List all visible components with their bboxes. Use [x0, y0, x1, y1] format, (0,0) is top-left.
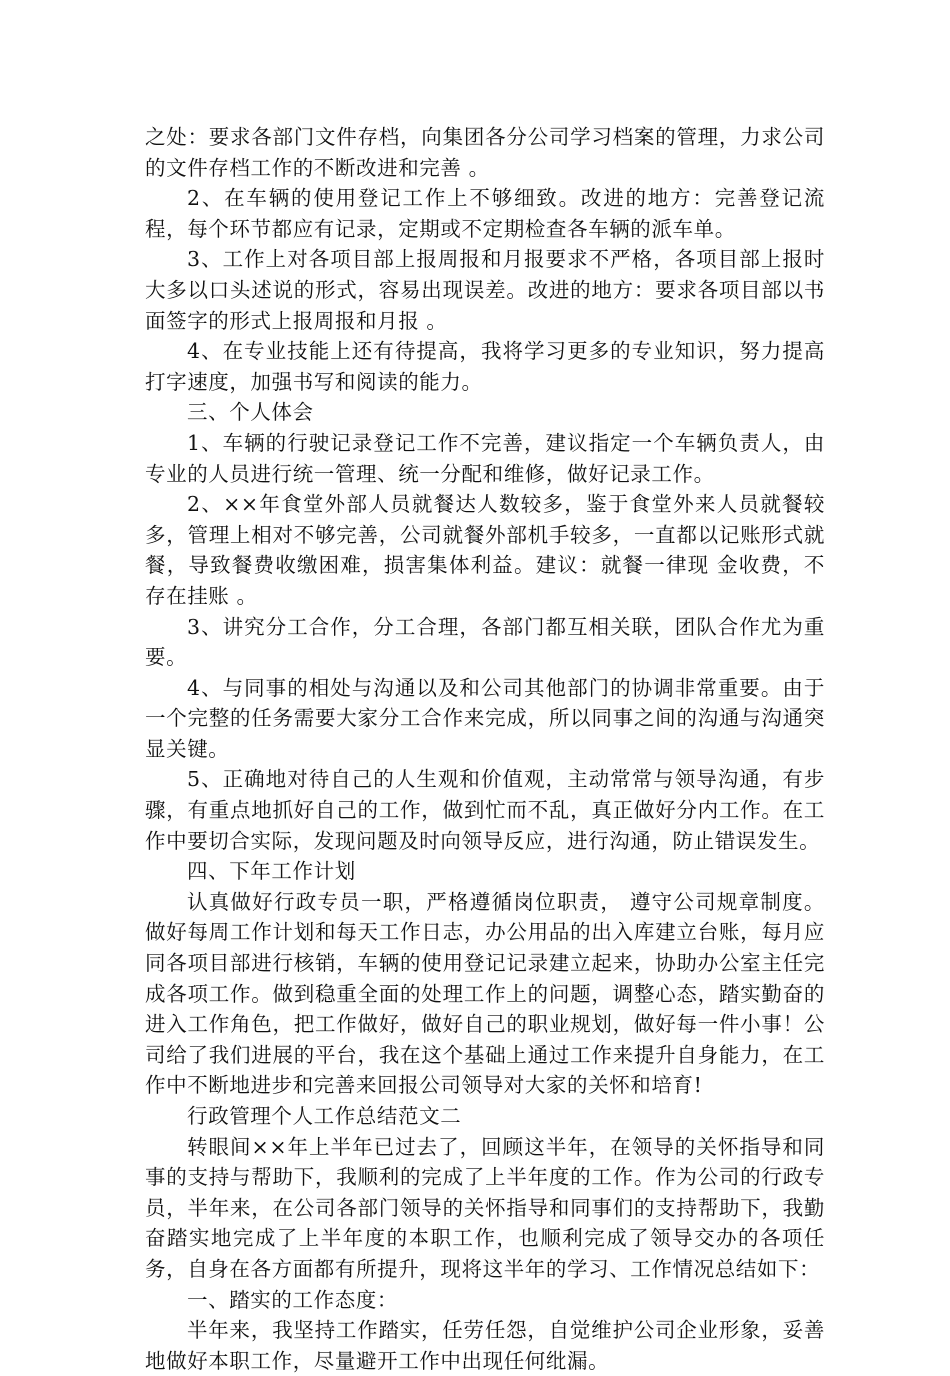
document-subtitle: 行政管理个人工作总结范文二 — [187, 1104, 462, 1128]
section-heading: 三、个人体会 — [187, 400, 314, 425]
paragraph: 认真做好行政专员一职，严格遵循岗位职责， 遵守公司规章制度。做好每周工作计划和每天工作日志，办公用品的出入库建立台账，每月应同各项目部进行核销，车辆的使用登记记录建立起来，协助办公室主任完成各项工作。做到稳重全面的处理工作上的问题，调整心态，踏实勤奋的进入工作角色，把工作做好，做好自己的职业规划，做好每一件小事！公司给了我们进展的平台，我在这个基础上通过工作来提升自身能力，在工作中不断地进步和完善来回报公司领导对大家的关怀和培育! — [145, 889, 825, 1098]
paragraph: 5、正确地对待自己的人生观和价值观，主动常常与领导沟通，有步骤，有重点地抓好自己的工作，做到忙而不乱，真正做好分内工作。在工作中要切合实际，发现问题及时向领导反应，进行沟通，防止错误发生。 — [145, 767, 825, 853]
paragraph: 3、讲究分工合作，分工合理，各部门都互相关联，团队合作尤为重要。 — [145, 614, 825, 670]
paragraph: 2、××年食堂外部人员就餐达人数较多，鉴于食堂外来人员就餐较多，管理上相对不够完善，公司就餐外部机手较多，一直都以记账形式就餐，导致餐费收缴困难，损害集体利益。建议：就餐一律现 金收费，不存在挂账 。 — [145, 492, 825, 608]
document-body — [145, 122, 825, 1376]
paragraph: 2、在车辆的使用登记工作上不够细致。改进的地方：完善登记流程，每个环节都应有记录，定期或不定期检查各车辆的派车单。 — [145, 186, 825, 241]
paragraph: 4、在专业技能上还有待提高，我将学习更多的专业知识，努力提高打字速度，加强书写和阅读的能力。 — [145, 339, 825, 394]
paragraph: 4、与同事的相处与沟通以及和公司其他部门的协调非常重要。由于一个完整的任务需要大家分工合作来完成，所以同事之间的沟通与沟通突显关键。 — [145, 675, 825, 761]
paragraph: 3、工作上对各项目部上报周报和月报要求不严格，各项目部上报时大多以口头述说的形式，容易出现误差。改进的地方：要求各项目部以书面签字的形式上报周报和月报 。 — [145, 247, 825, 333]
paragraph: 半年来，我坚持工作踏实，任劳任怨，自觉维护公司企业形象，妥善地做好本职工作，尽量避开工作中出现任何纰漏。 — [145, 1318, 825, 1373]
paragraph: 转眼间××年上半年已过去了，回顾这半年，在领导的关怀指导和同事的支持与帮助下，我顺利的完成了上半年度的工作。作为公司的行政专员，半年来，在公司各部门领导的关怀指导和同事们的支持帮助下，我勤奋踏实地完成了上半年度的本职工作，也顺利完成了领导交办的各项任务，自身在各方面都有所提升，现将这半年的学习、工作情况总结如下： — [145, 1134, 825, 1281]
section-heading: 四、下年工作计划 — [187, 859, 356, 884]
paragraph-continued: 之处：要求各部门文件存档，向集团各分公司学习档案的管理，力求公司的文件存档工作的不断改进和完善 。 — [145, 125, 825, 180]
paragraph: 1、车辆的行驶记录登记工作不完善，建议指定一个车辆负责人，由专业的人员进行统一管理、统一分配和维修，做好记录工作。 — [145, 430, 825, 486]
section-heading: 一、踏实的工作态度： — [187, 1287, 398, 1312]
